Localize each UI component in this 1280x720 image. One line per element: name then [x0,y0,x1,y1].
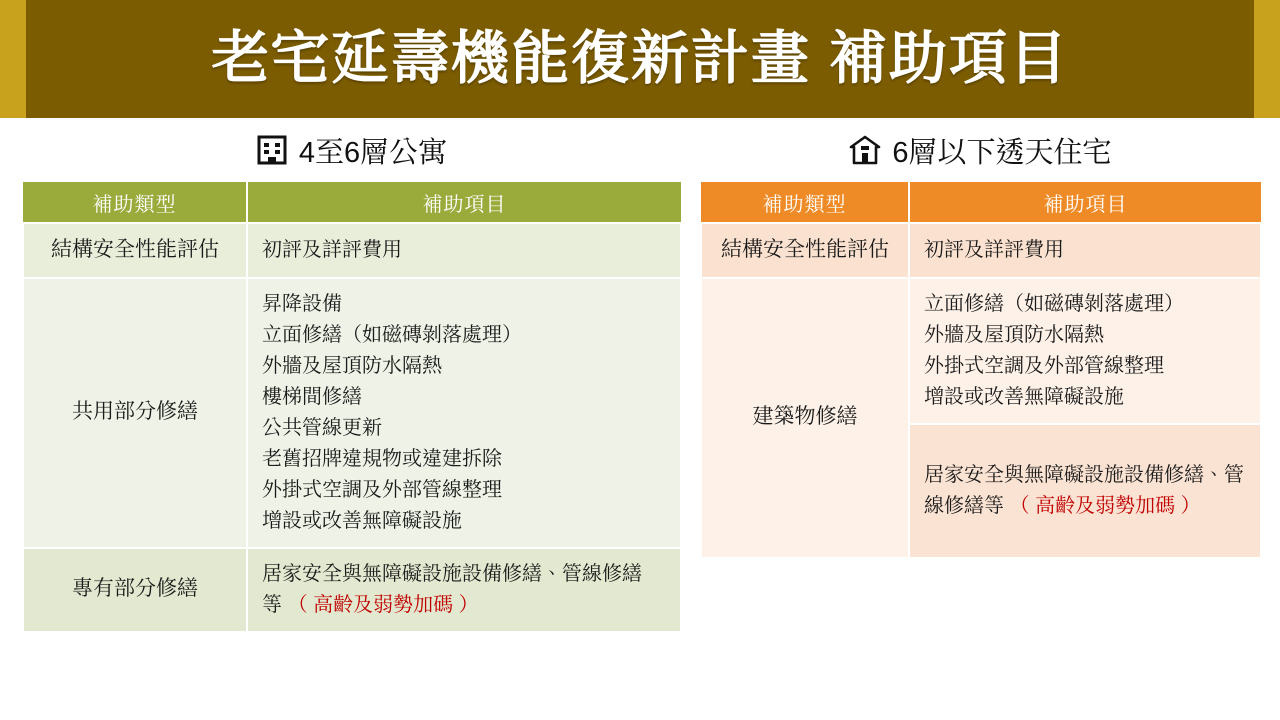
list-item: 居家安全與無障礙設施設備修繕、管線修繕 [262,562,642,585]
panel-apartment-title: 4至6層公寓 [298,136,448,169]
list-item: 居家安全與無障礙設施設備修繕、管 [924,463,1244,486]
bonus-note: （ 高齡及弱勢加碼 ） [287,593,479,616]
row-items-common-area-repair [247,278,681,548]
row-type-building-repair: 建築物修繕 [701,278,909,558]
panel-apartment [22,118,680,633]
table-row [23,548,681,632]
header-right-accent-bar [1254,0,1280,118]
list-item: 外掛式空調及外部管線整理 [924,354,1164,377]
column-header-items: 補助項目 [909,182,1261,223]
list-item-suffix: 等 [262,593,282,616]
house-icon [848,133,882,167]
page-title: 老宅延壽機能復新計畫 補助項目 [210,26,1070,91]
list-item-suffix: 線修繕等 [924,494,1004,517]
list-item: 增設或改善無障礙設施 [262,509,462,532]
apartment-subsidy-table [22,182,682,633]
list-item: 公共管線更新 [262,416,382,439]
column-header-type: 補助類型 [701,182,909,223]
table-row [701,278,1261,424]
row-type-private-area-repair: 專有部分修繕 [23,548,247,632]
column-header-items: 補助項目 [247,182,681,223]
header-left-accent-bar [0,0,26,118]
list-item: 外牆及屋頂防水隔熱 [262,354,442,377]
panel-apartment-heading [22,118,680,182]
table-header-row [701,182,1261,223]
list-item: 外牆及屋頂防水隔熱 [924,323,1104,346]
apartment-building-icon [255,133,289,167]
townhouse-subsidy-table [700,182,1262,559]
list-item: 昇降設備 [262,292,342,315]
panel-townhouse-title: 6層以下透天住宅 [892,136,1112,169]
table-row [23,278,681,548]
list-item: 增設或改善無障礙設施 [924,385,1124,408]
bonus-note: （ 高齡及弱勢加碼 ） [1009,494,1201,517]
list-item: 樓梯間修繕 [262,385,362,408]
row-items-private-area-repair [247,548,681,632]
row-type-structural-assessment: 結構安全性能評估 [701,223,909,278]
row-items-structural-assessment: 初評及詳評費用 [247,223,681,278]
page-header [0,0,1280,118]
table-row [701,223,1261,278]
row-items-building-repair [909,278,1261,424]
panels-container [0,118,1280,720]
row-items-home-safety-repair [909,424,1261,558]
list-item: 立面修繕（如磁磚剝落處理） [924,292,1184,315]
table-header-row [23,182,681,223]
row-type-common-area-repair: 共用部分修繕 [23,278,247,548]
row-type-structural-assessment: 結構安全性能評估 [23,223,247,278]
list-item: 立面修繕（如磁磚剝落處理） [262,323,522,346]
panel-townhouse-heading [700,118,1260,182]
list-item: 老舊招牌違規物或違建拆除 [262,447,502,470]
list-item: 外掛式空調及外部管線整理 [262,478,502,501]
column-header-type: 補助類型 [23,182,247,223]
row-items-structural-assessment: 初評及詳評費用 [909,223,1261,278]
panel-townhouse [700,118,1260,559]
table-row [23,223,681,278]
